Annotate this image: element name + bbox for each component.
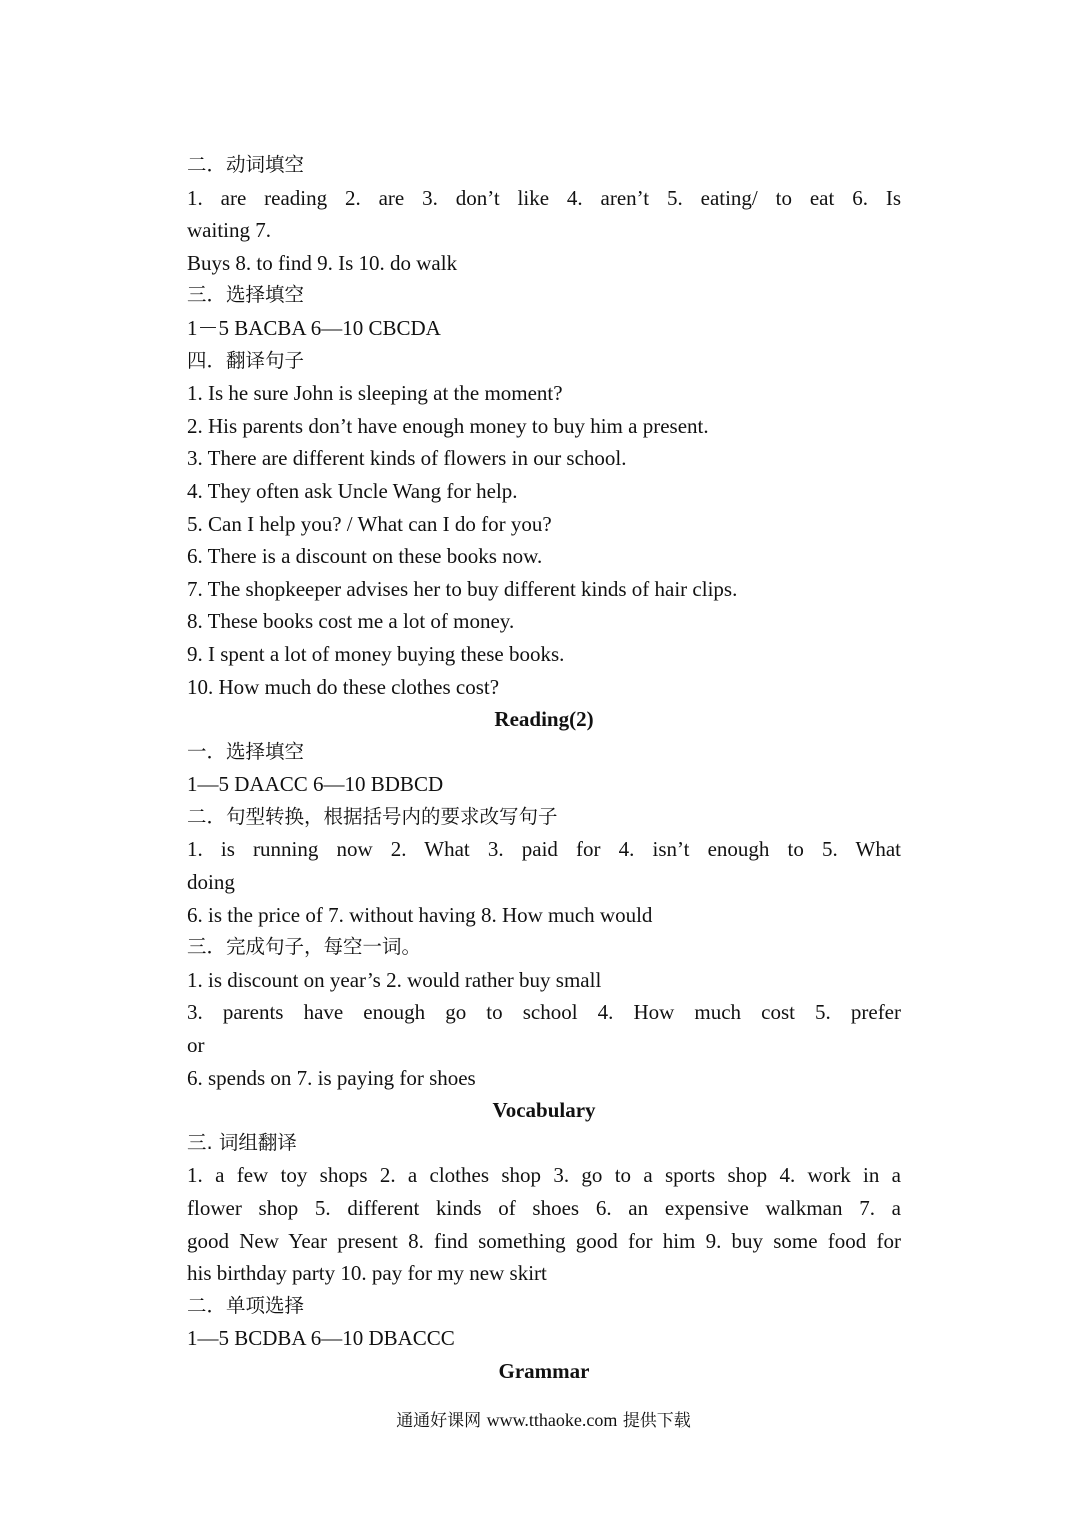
answer-line: 6. spends on 7. is paying for shoes [187, 1065, 476, 1090]
section-title: Vocabulary [492, 1098, 596, 1123]
answer-line: 1—5 BCDBA 6—10 DBACCC [187, 1326, 455, 1351]
section-heading: 三．完成句子，每空一词。 [187, 935, 422, 959]
answer-line: 7. The shopkeeper advises her to buy different kinds of hair clips. [187, 576, 738, 601]
footer-download-note: 提供下载 [622, 1411, 691, 1431]
answer-line: 1. a few toy shops 2. a clothes shop 3. go to a sports shop 4. work in a [187, 1163, 901, 1188]
answer-line: 1—5 DAACC 6—10 BDBCD [187, 772, 444, 797]
section-title: Grammar [498, 1358, 590, 1383]
answer-line: 9. I spent a lot of money buying these books. [187, 641, 565, 666]
answer-line: waiting 7. [187, 218, 271, 243]
answer-line: 1. is running now 2. What 3. paid for 4. isn’t enough to 5. What [187, 837, 901, 862]
footer-site-name: 通通好课网 [396, 1411, 482, 1431]
answer-line: 3. There are different kinds of flowers in our school. [187, 446, 627, 471]
section-heading: 三. 词组翻译 [187, 1130, 297, 1154]
answer-line: his birthday party 10. pay for my new skirt [187, 1261, 547, 1286]
answer-line: Buys 8. to find 9. Is 10. do walk [187, 250, 458, 275]
answer-line: good New Year present 8. find something good for him 9. buy some food for [187, 1228, 901, 1253]
answer-line: 3. parents have enough go to school 4. How much cost 5. prefer [187, 1000, 901, 1025]
answer-line: flower shop 5. different kinds of shoes 6. an expensive walkman 7. a [187, 1196, 901, 1220]
section-heading: 二．单项选择 [187, 1293, 305, 1317]
answer-line: 10. How much do these clothes cost? [187, 674, 500, 699]
answer-line: 1－5 BACBA 6—10 CBCDA [187, 315, 441, 340]
section-heading: 二．动词填空 [187, 153, 305, 176]
answer-line: 1. Is he sure John is sleeping at the moment? [187, 381, 563, 406]
answer-line: 6. There is a discount on these books now. [187, 544, 543, 569]
section-heading: 四．翻译句子 [187, 348, 305, 372]
answer-line: 1. are reading 2. are 3. don’t like 4. aren’t 5. eating/ to eat 6. Is [187, 185, 901, 210]
answer-line: 2. His parents don’t have enough money to buy him a present. [187, 413, 709, 438]
answer-line: doing [187, 870, 235, 895]
page-footer [0, 1406, 1087, 1431]
answer-line: 4. They often ask Uncle Wang for help. [187, 478, 518, 503]
footer-url[interactable]: www.tthaoke.com [486, 1410, 618, 1430]
answer-line: 1. is discount on year’s 2. would rather buy small [187, 967, 602, 992]
answer-line: or [187, 1033, 205, 1058]
section-heading: 二．句型转换，根据括号内的要求改写句子 [187, 804, 558, 828]
answer-line: 6. is the price of 7. without having 8. How much would [187, 902, 653, 927]
section-heading: 三．选择填空 [187, 283, 305, 307]
section-heading: 一．选择填空 [187, 739, 305, 763]
answer-page [187, 149, 901, 1388]
answer-line: 8. These books cost me a lot of money. [187, 609, 515, 634]
answer-line: 5. Can I help you? / What can I do for you? [187, 511, 552, 536]
section-title: Reading(2) [494, 707, 594, 732]
